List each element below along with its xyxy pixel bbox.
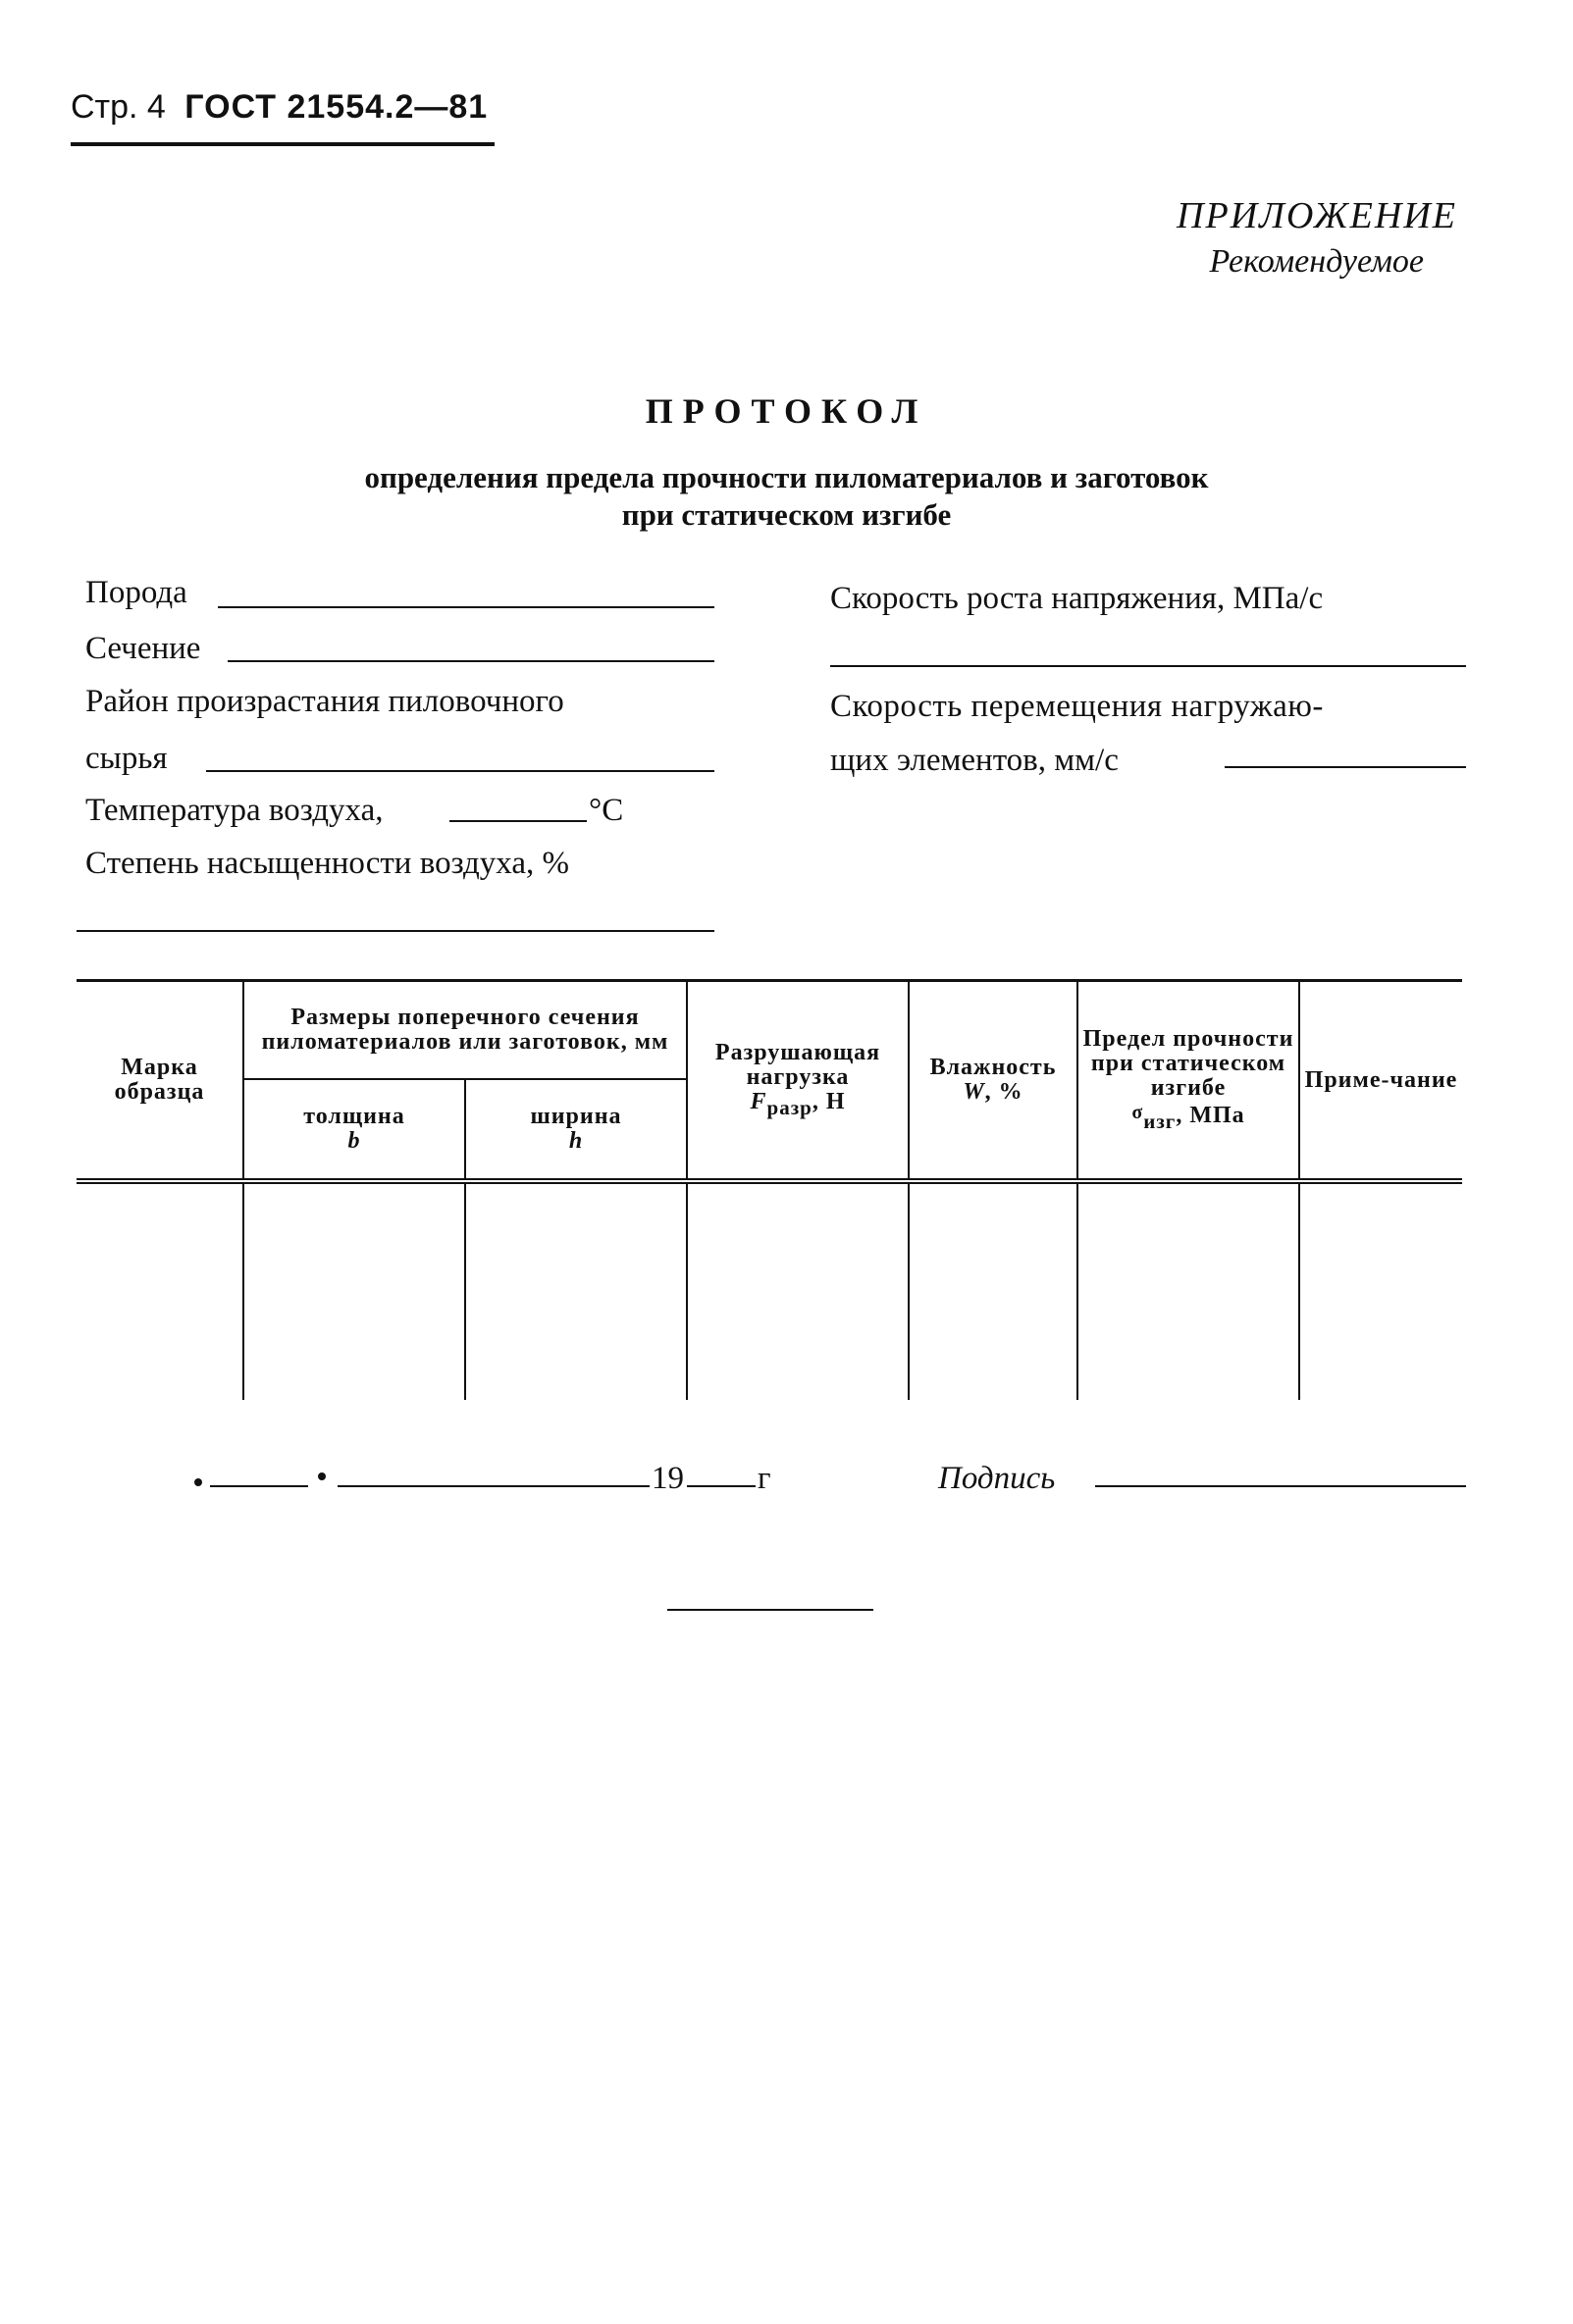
stress-rate-label: Скорость роста напряжения, МПа/с bbox=[830, 581, 1324, 616]
species-blank[interactable] bbox=[218, 606, 714, 608]
col-load-unit: , Н bbox=[812, 1088, 846, 1114]
cell-sample[interactable] bbox=[77, 1181, 243, 1400]
document-subtitle-line2: при статическом изгибе bbox=[621, 497, 952, 532]
cell-moisture[interactable] bbox=[909, 1181, 1077, 1400]
col-strength-unit: , МПа bbox=[1176, 1102, 1245, 1128]
date-day-blank[interactable] bbox=[210, 1485, 308, 1487]
end-rule bbox=[667, 1609, 873, 1611]
date-dot-right bbox=[318, 1472, 326, 1480]
results-table bbox=[77, 979, 1462, 1400]
signature-label: Подпись bbox=[938, 1461, 1056, 1496]
temperature-blank[interactable] bbox=[449, 820, 587, 822]
region-label-line1: Район произрастания пиловочного bbox=[85, 684, 564, 719]
temperature-unit: °С bbox=[589, 793, 624, 828]
signature-blank[interactable] bbox=[1095, 1485, 1466, 1487]
col-note: Приме-чание bbox=[1299, 981, 1462, 1182]
region-blank[interactable] bbox=[206, 770, 714, 772]
col-dimensions: Размеры поперечного сечения пиломатериалов или заготовок, мм bbox=[243, 981, 687, 1080]
speed-label-line1: Скорость перемещения нагружаю- bbox=[830, 689, 1324, 724]
col-strength-subscript: изг bbox=[1143, 1109, 1177, 1133]
col-strength bbox=[1077, 981, 1299, 1182]
col-load-subscript: разр bbox=[766, 1095, 813, 1119]
region-label-line2: сырья bbox=[85, 741, 168, 776]
cell-thickness[interactable] bbox=[243, 1181, 465, 1400]
speed-label-line2: щих элементов, мм/с bbox=[830, 743, 1119, 778]
document-title: ПРОТОКОЛ bbox=[645, 391, 928, 431]
document-subtitle bbox=[0, 459, 1573, 534]
col-width bbox=[465, 1079, 687, 1181]
species-label: Порода bbox=[85, 575, 187, 610]
col-width-label: ширина bbox=[530, 1104, 622, 1129]
saturation-blank[interactable] bbox=[77, 930, 714, 932]
col-load-label: Разрушающая нагрузка bbox=[714, 1039, 881, 1090]
saturation-label: Степень насыщенности воздуха, % bbox=[85, 846, 570, 881]
appendix-subtitle: Рекомендуемое bbox=[1209, 243, 1424, 280]
cell-strength[interactable] bbox=[1077, 1181, 1299, 1400]
col-strength-symbol: σ bbox=[1131, 1101, 1144, 1123]
date-dot-left bbox=[194, 1478, 202, 1486]
gost-number: ГОСТ 21554.2—81 bbox=[184, 88, 489, 126]
col-load-symbol: F bbox=[750, 1088, 767, 1114]
cell-width[interactable] bbox=[465, 1181, 687, 1400]
col-moisture-unit: , % bbox=[984, 1079, 1023, 1105]
header-rule bbox=[71, 142, 495, 146]
speed-blank[interactable] bbox=[1225, 766, 1466, 768]
year-suffix: г bbox=[758, 1461, 771, 1496]
section-label: Сечение bbox=[85, 631, 201, 666]
col-thickness bbox=[243, 1079, 465, 1181]
col-strength-label: Предел прочности при статическом изгибе bbox=[1082, 1025, 1294, 1101]
appendix-title: ПРИЛОЖЕНИЕ bbox=[1177, 195, 1457, 236]
date-month-blank[interactable] bbox=[338, 1485, 650, 1487]
col-width-symbol: h bbox=[568, 1128, 584, 1154]
document-subtitle-line1: определения предела прочности пиломатериалов и заготовок bbox=[364, 460, 1209, 494]
cell-load[interactable] bbox=[687, 1181, 909, 1400]
col-moisture-symbol: W bbox=[963, 1079, 985, 1105]
section-blank[interactable] bbox=[228, 660, 714, 662]
col-moisture-label: Влажность bbox=[929, 1055, 1057, 1080]
col-load bbox=[687, 981, 909, 1182]
year-blank[interactable] bbox=[687, 1485, 756, 1487]
col-moisture bbox=[909, 981, 1077, 1182]
table-row bbox=[77, 1181, 1462, 1400]
cell-note[interactable] bbox=[1299, 1181, 1462, 1400]
year-prefix: 19 bbox=[652, 1461, 684, 1496]
stress-rate-blank[interactable] bbox=[830, 665, 1466, 667]
page-header bbox=[71, 88, 488, 127]
col-sample: Марка образца bbox=[77, 981, 243, 1182]
col-thickness-symbol: b bbox=[347, 1128, 361, 1154]
page-number: Стр. 4 bbox=[71, 88, 166, 126]
col-thickness-label: толщина bbox=[303, 1104, 405, 1129]
temperature-label: Температура воздуха, bbox=[85, 793, 384, 828]
